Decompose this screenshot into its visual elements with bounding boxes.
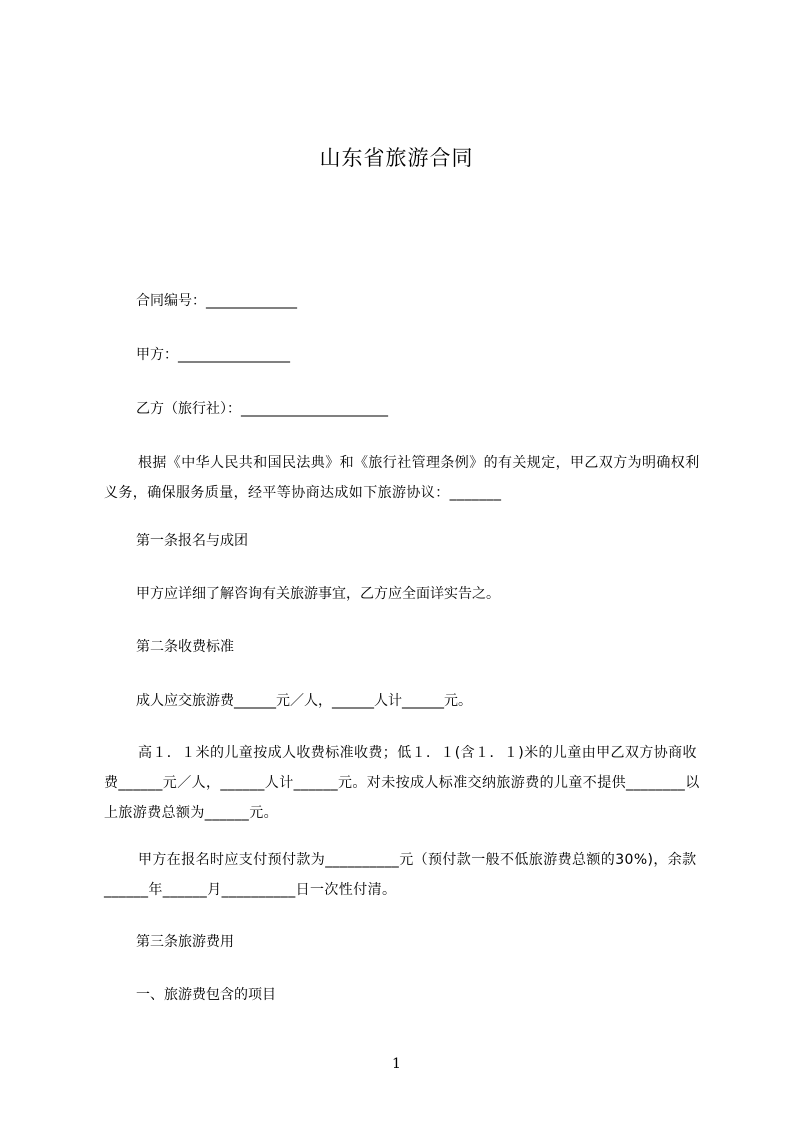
party-b-line: 乙方（旅行社）：_____________________ (136, 401, 388, 417)
party-a-line: 甲方：________________ (136, 347, 290, 363)
document-title: 山东省旅游合同 (319, 146, 474, 170)
contract-number-line: 合同编号：_____________ (136, 293, 297, 309)
article2-child-fee-paragraph: 高１．１米的儿童按成人收费标准收费；低１．１(含１．１)米的儿童由甲乙双方协商收费______元／人，______人计______元。对未按成人标准交纳旅游费的儿童不提供________以上旅游费总额为______元。 (104, 745, 700, 821)
article2-prepayment-paragraph: 甲方在报名时应支付预付款为__________元（预付款一般不低旅游费总额的30%)，余款______年______月__________日一次性付清。 (104, 852, 697, 898)
article2-adult-fee: 成人应交旅游费______元／人，______人计______元。 (136, 693, 472, 709)
article1-text: 甲方应详细了解咨询有关旅游事宜，乙方应全面详实告之。 (136, 586, 500, 602)
article1-heading: 第一条报名与成团 (136, 533, 248, 549)
article2-heading: 第二条收费标准 (136, 639, 234, 655)
intro-paragraph: 根据《中华人民共和国民法典》和《旅行社管理条例》的有关规定，甲乙双方为明确权利义务，确保服务质量，经平等协商达成如下旅游协议：_______ (104, 455, 700, 501)
article3-item1: 一、旅游费包含的项目 (136, 987, 276, 1003)
page-number: 1 (392, 1056, 401, 1072)
article3-heading: 第三条旅游费用 (136, 934, 234, 950)
